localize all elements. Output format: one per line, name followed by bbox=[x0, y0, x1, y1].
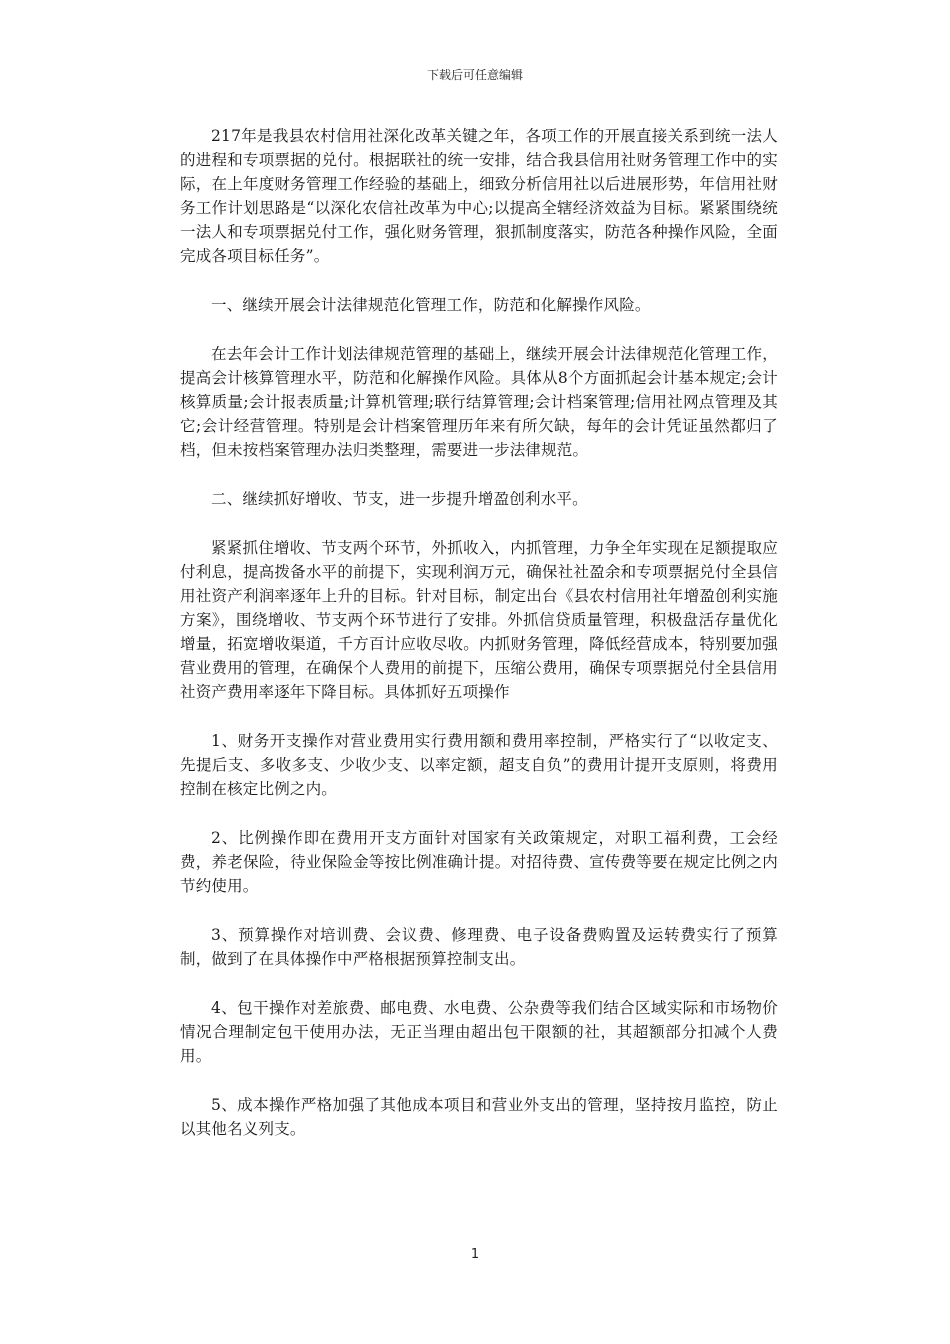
section-heading-2: 二、继续抓好增收、节支，进一步提升增盈创利水平。 bbox=[211, 490, 588, 508]
item-2-paragraph: 2、比例操作即在费用开支方面针对国家有关政策规定，对职工福利费，工会经费，养老保险，待业保险金等按比例准确计提。对招待费、宣传费等要在规定比例之内节约使用。 bbox=[180, 829, 778, 895]
section-heading-1: 一、继续开展会计法律规范化管理工作，防范和化解操作风险。 bbox=[211, 296, 651, 314]
page-header: 下载后可任意编辑 bbox=[426, 68, 523, 82]
item-5-paragraph: 5、成本操作严格加强了其他成本项目和营业外支出的管理，坚持按月监控，防止以其他名义列支。 bbox=[180, 1096, 778, 1138]
page-number: 1 bbox=[470, 1247, 480, 1262]
item-3-paragraph: 3、预算操作对培训费、会议费、修理费、电子设备费购置及运转费实行了预算制，做到了在具体操作中严格根据预算控制支出。 bbox=[180, 926, 778, 968]
document-body bbox=[180, 124, 778, 1166]
item-1-paragraph: 1、财务开支操作对营业费用实行费用额和费用率控制，严格实行了“以收定支、先提后支、多收多支、少收少支、以率定额，超支自负”的费用计提开支原则，将费用控制在核定比例之内。 bbox=[180, 732, 778, 798]
section-2-paragraph: 紧紧抓住增收、节支两个环节，外抓收入，内抓管理，力争全年实现在足额提取应付利息，提高拨备水平的前提下，实现利润万元，确保社社盈余和专项票据兑付全县信用社资产利润率逐年上升的目标。针对目标，制定出台《县农村信用社年增盈创利实施方案》，围绕增收、节支两个环节进行了安排。外抓信贷质量管理，积极盘活存量优化增量，拓宽增收渠道，千方百计应收尽收。内抓财务管理，降低经营成本，特别要加强营业费用的管理，在确保个人费用的前提下，压缩公费用，确保专项票据兑付全县信用社资产费用率逐年下降目标。具体抓好五项操作 bbox=[180, 539, 778, 701]
section-1-paragraph: 在去年会计工作计划法律规范管理的基础上，继续开展会计法律规范化管理工作，提高会计核算管理水平，防范和化解操作风险。具体从8个方面抓起会计基本规定;会计核算质量;会计报表质量;计算机管理;联行结算管理;会计档案管理;信用社网点管理及其它;会计经营管理。特别是会计档案管理历年来有所欠缺，每年的会计凭证虽然都归了档，但未按档案管理办法归类整理，需要进一步法律规范。 bbox=[180, 345, 778, 459]
intro-paragraph: 217年是我县农村信用社深化改革关键之年，各项工作的开展直接关系到统一法人的进程和专项票据的兑付。根据联社的统一安排，结合我县信用社财务管理工作中的实际，在上年度财务管理工作经验的基础上，细致分析信用社以后进展形势，年信用社财务工作计划思路是“以深化农信社改革为中心;以提高全辖经济效益为目标。紧紧围绕统一法人和专项票据兑付工作，强化财务管理，狠抓制度落实，防范各种操作风险，全面完成各项目标任务”。 bbox=[180, 127, 778, 265]
item-4-paragraph: 4、包干操作对差旅费、邮电费、水电费、公杂费等我们结合区域实际和市场物价情况合理制定包干使用办法，无正当理由超出包干限额的社，其超额部分扣减个人费用。 bbox=[180, 999, 778, 1065]
